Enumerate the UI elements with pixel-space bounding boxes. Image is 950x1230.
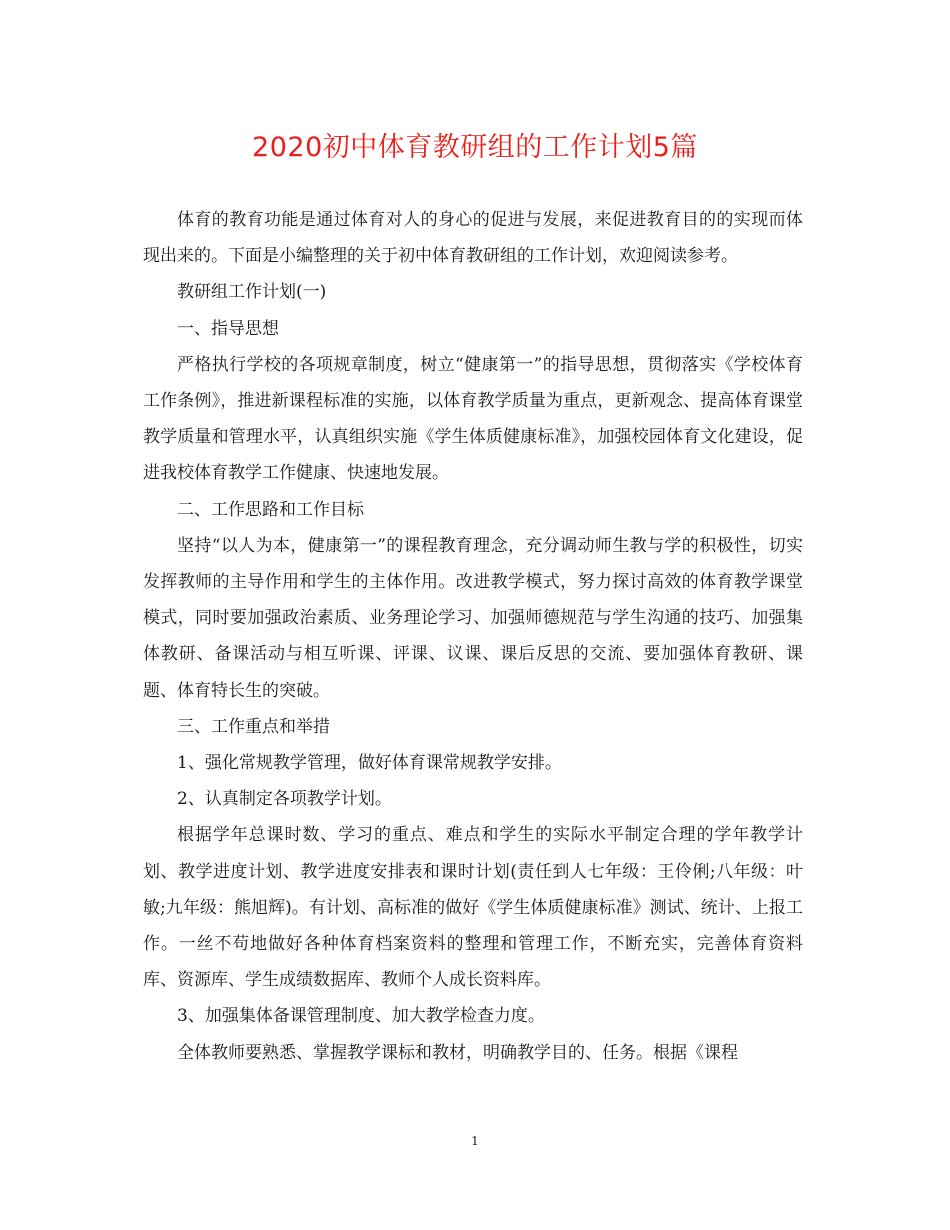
measure-item-3: 3、加强集体备课管理制度、加大教学检查力度。 <box>177 1006 545 1027</box>
heading-key-work-measures: 三、工作重点和举措 <box>177 716 330 737</box>
section-heading-plan-one: 教研组工作计划(一) <box>177 282 327 303</box>
heading-guiding-thought: 一、指导思想 <box>177 318 279 339</box>
document-title: 2020初中体育教研组的工作计划5篇 <box>252 132 698 163</box>
paragraph-curriculum-standards: 全体教师要熟悉、掌握教学课标和教材，明确教学目的、任务。根据《课程 <box>177 1042 738 1063</box>
page-number: 1 <box>471 1134 479 1148</box>
measure-item-1: 1、强化常规教学管理，做好体育课常规教学安排。 <box>177 753 562 774</box>
measure-item-2: 2、认真制定各项教学计划。 <box>177 789 392 810</box>
paragraph-work-ideas-goals: 坚持“以人为本，健康第一”的课程教育理念，充分调动师生教与学的积极性，切实发挥教师的主导作用和学生的主体作用。改进教学模式，努力探讨高效的体育教学课堂模式，同时要加强政治素质、业务理论学习、加强师德规范与学生沟通的技巧、加强集体教研、备课活动与相互听课、评课、议课、课后反思的交流、要加强体育教研、课题、体育特长生的突破。 <box>143 535 803 701</box>
document-body <box>143 202 803 1071</box>
intro-paragraph: 体育的教育功能是通过体育对人的身心的促进与发展，来促进教育目的的实现而体现出来的。下面是小编整理的关于初中体育教研组的工作计划，欢迎阅读参考。 <box>143 210 803 267</box>
heading-work-ideas-goals: 二、工作思路和工作目标 <box>177 499 364 520</box>
paragraph-teaching-plans: 根据学年总课时数、学习的重点、难点和学生的实际水平制定合理的学年教学计划、教学进度计划、教学进度安排表和课时计划(责任到人七年级：王伶俐;八年级：叶敏;九年级：熊旭辉)。有计划、高标准的做好《学生体质健康标准》测试、统计、上报工作。一丝不苟地做好各种体育档案资料的整理和管理工作，不断充实，完善体育资料库、资源库、学生成绩数据库、教师个人成长资料库。 <box>143 825 803 991</box>
paragraph-guiding-thought: 严格执行学校的各项规章制度，树立“健康第一”的指导思想，贯彻落实《学校体育工作条例》，推进新课程标准的实施，以体育教学质量为重点，更新观念、提高体育课堂教学质量和管理水平，认真组织实施《学生体质健康标准》，加强校园体育文化建设，促进我校体育教学工作健康、快速地发展。 <box>143 354 803 484</box>
